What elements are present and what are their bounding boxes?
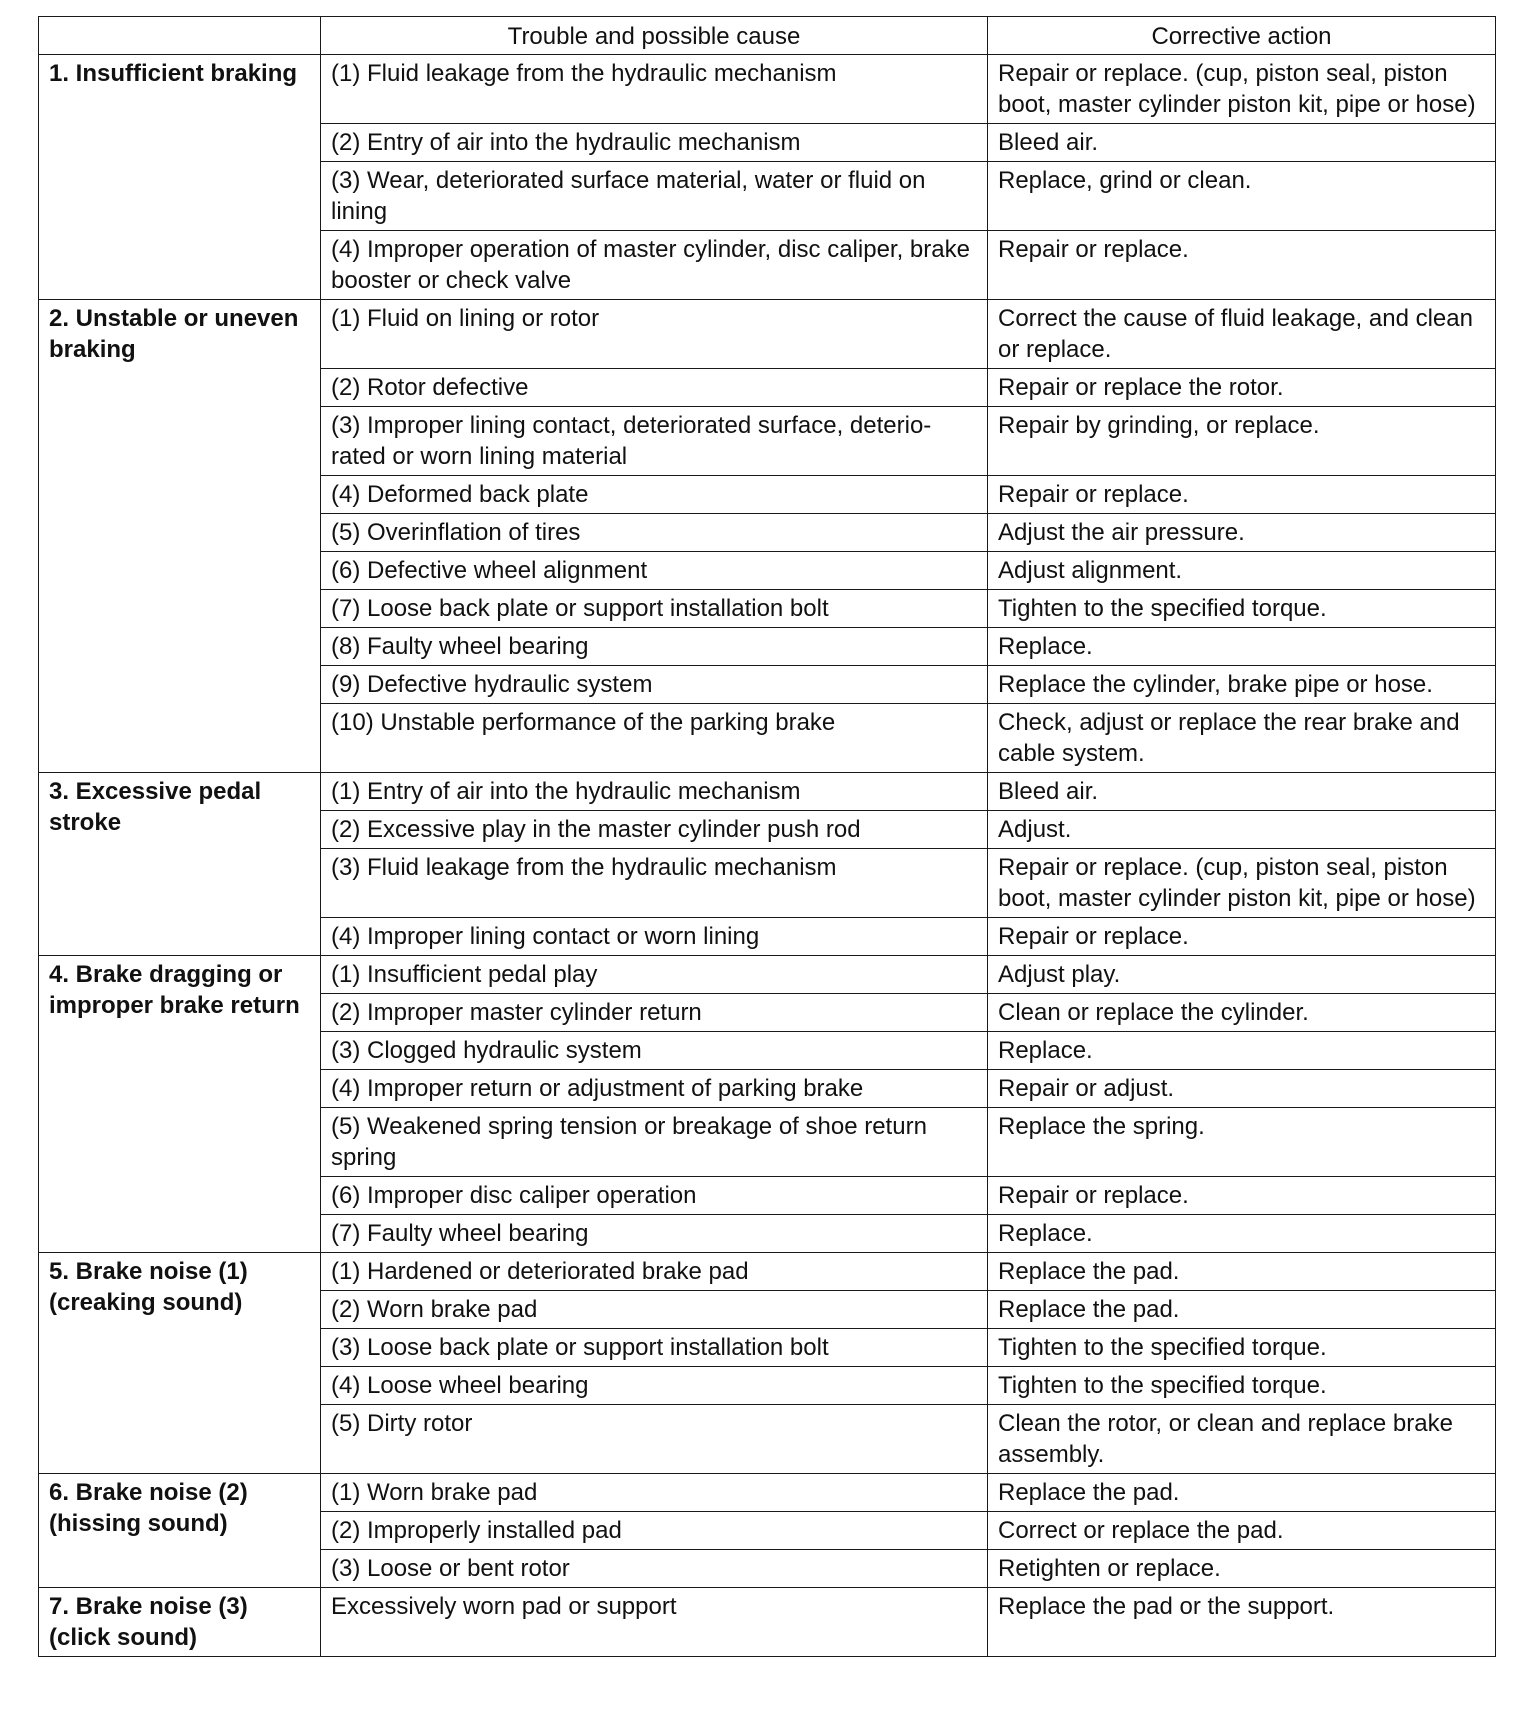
corrective-action-cell: Repair or replace. xyxy=(988,918,1496,956)
corrective-action-cell: Tighten to the specified torque. xyxy=(988,1329,1496,1367)
possible-cause-cell: (2) Rotor defective xyxy=(321,369,988,407)
possible-cause-cell: (5) Dirty rotor xyxy=(321,1405,988,1474)
possible-cause-cell: (1) Hardened or deteriorated brake pad xyxy=(321,1253,988,1291)
corrective-action-cell: Repair or replace. xyxy=(988,231,1496,300)
possible-cause-cell: (6) Improper disc caliper operation xyxy=(321,1177,988,1215)
possible-cause-cell: Excessively worn pad or support xyxy=(321,1588,988,1657)
trouble-category: 1. Insufficient braking xyxy=(39,55,321,300)
corrective-action-cell: Replace the pad or the support. xyxy=(988,1588,1496,1657)
corrective-action-cell: Replace the pad. xyxy=(988,1253,1496,1291)
corrective-action-cell: Repair by grinding, or replace. xyxy=(988,407,1496,476)
corrective-action-cell: Adjust the air pressure. xyxy=(988,514,1496,552)
corrective-action-cell: Repair or replace. xyxy=(988,1177,1496,1215)
header-blank-cell xyxy=(39,17,321,55)
possible-cause-cell: (4) Improper return or adjustment of parking brake xyxy=(321,1070,988,1108)
trouble-category: 2. Unstable or uneven braking xyxy=(39,300,321,773)
corrective-action-cell: Adjust. xyxy=(988,811,1496,849)
troubleshooting-table-container xyxy=(38,16,1496,1657)
possible-cause-cell: (2) Entry of air into the hydraulic mechanism xyxy=(321,124,988,162)
possible-cause-cell: (4) Deformed back plate xyxy=(321,476,988,514)
possible-cause-cell: (8) Faulty wheel bearing xyxy=(321,628,988,666)
table-row xyxy=(39,773,1496,811)
table-row xyxy=(39,300,1496,369)
table-body xyxy=(39,55,1496,1657)
header-row xyxy=(39,17,1496,55)
table-row xyxy=(39,1253,1496,1291)
trouble-category: 4. Brake dragging or improper brake return xyxy=(39,956,321,1253)
possible-cause-cell: (5) Weakened spring tension or breakage of shoe return spring xyxy=(321,1108,988,1177)
corrective-action-cell: Correct the cause of fluid leakage, and clean or replace. xyxy=(988,300,1496,369)
corrective-action-cell: Replace the pad. xyxy=(988,1291,1496,1329)
trouble-category: 6. Brake noise (2) (hissing sound) xyxy=(39,1474,321,1588)
corrective-action-cell: Replace the pad. xyxy=(988,1474,1496,1512)
corrective-action-cell: Repair or adjust. xyxy=(988,1070,1496,1108)
possible-cause-cell: (1) Fluid on lining or rotor xyxy=(321,300,988,369)
possible-cause-cell: (3) Loose back plate or support installation bolt xyxy=(321,1329,988,1367)
corrective-action-cell: Bleed air. xyxy=(988,773,1496,811)
possible-cause-cell: (3) Loose or bent rotor xyxy=(321,1550,988,1588)
possible-cause-cell: (9) Defective hydraulic system xyxy=(321,666,988,704)
possible-cause-cell: (4) Improper lining contact or worn lining xyxy=(321,918,988,956)
possible-cause-cell: (10) Unstable performance of the parking brake xyxy=(321,704,988,773)
corrective-action-cell: Tighten to the specified torque. xyxy=(988,1367,1496,1405)
trouble-category: 7. Brake noise (3) (click sound) xyxy=(39,1588,321,1657)
trouble-category: 5. Brake noise (1) (creaking sound) xyxy=(39,1253,321,1474)
possible-cause-cell: (2) Improperly installed pad xyxy=(321,1512,988,1550)
table-row xyxy=(39,55,1496,124)
corrective-action-cell: Tighten to the specified torque. xyxy=(988,590,1496,628)
table-header xyxy=(39,17,1496,55)
trouble-category: 3. Excessive pedal stroke xyxy=(39,773,321,956)
possible-cause-cell: (5) Overinflation of tires xyxy=(321,514,988,552)
possible-cause-cell: (4) Loose wheel bearing xyxy=(321,1367,988,1405)
corrective-action-cell: Replace. xyxy=(988,628,1496,666)
brake-troubleshooting-table xyxy=(38,16,1496,1657)
corrective-action-cell: Replace, grind or clean. xyxy=(988,162,1496,231)
corrective-action-cell: Check, adjust or replace the rear brake and cable system. xyxy=(988,704,1496,773)
possible-cause-cell: (3) Wear, deteriorated surface material, water or fluid on lining xyxy=(321,162,988,231)
corrective-action-cell: Adjust play. xyxy=(988,956,1496,994)
possible-cause-cell: (1) Entry of air into the hydraulic mechanism xyxy=(321,773,988,811)
possible-cause-cell: (6) Defective wheel alignment xyxy=(321,552,988,590)
possible-cause-cell: (1) Worn brake pad xyxy=(321,1474,988,1512)
corrective-action-cell: Replace the cylinder, brake pipe or hose. xyxy=(988,666,1496,704)
possible-cause-cell: (7) Faulty wheel bearing xyxy=(321,1215,988,1253)
table-row xyxy=(39,956,1496,994)
corrective-action-cell: Replace. xyxy=(988,1032,1496,1070)
corrective-action-cell: Adjust alignment. xyxy=(988,552,1496,590)
corrective-action-cell: Clean or replace the cylinder. xyxy=(988,994,1496,1032)
possible-cause-cell: (4) Improper operation of master cylinder, disc caliper, brake booster or check valve xyxy=(321,231,988,300)
possible-cause-cell: (2) Worn brake pad xyxy=(321,1291,988,1329)
corrective-action-cell: Replace. xyxy=(988,1215,1496,1253)
corrective-action-cell: Repair or replace the rotor. xyxy=(988,369,1496,407)
header-action: Corrective action xyxy=(988,17,1496,55)
corrective-action-cell: Repair or replace. (cup, piston seal, piston boot, master cylinder piston kit, pipe or hose) xyxy=(988,55,1496,124)
corrective-action-cell: Repair or replace. xyxy=(988,476,1496,514)
header-cause: Trouble and possible cause xyxy=(321,17,988,55)
possible-cause-cell: (3) Clogged hydraulic system xyxy=(321,1032,988,1070)
corrective-action-cell: Bleed air. xyxy=(988,124,1496,162)
possible-cause-cell: (2) Excessive play in the master cylinder push rod xyxy=(321,811,988,849)
possible-cause-cell: (3) Improper lining contact, deteriorated surface, deterio-rated or worn lining material xyxy=(321,407,988,476)
possible-cause-cell: (1) Insufficient pedal play xyxy=(321,956,988,994)
possible-cause-cell: (7) Loose back plate or support installation bolt xyxy=(321,590,988,628)
possible-cause-cell: (1) Fluid leakage from the hydraulic mechanism xyxy=(321,55,988,124)
corrective-action-cell: Retighten or replace. xyxy=(988,1550,1496,1588)
corrective-action-cell: Replace the spring. xyxy=(988,1108,1496,1177)
possible-cause-cell: (2) Improper master cylinder return xyxy=(321,994,988,1032)
table-row xyxy=(39,1474,1496,1512)
possible-cause-cell: (3) Fluid leakage from the hydraulic mechanism xyxy=(321,849,988,918)
corrective-action-cell: Clean the rotor, or clean and replace brake assembly. xyxy=(988,1405,1496,1474)
corrective-action-cell: Repair or replace. (cup, piston seal, piston boot, master cylinder piston kit, pipe or hose) xyxy=(988,849,1496,918)
corrective-action-cell: Correct or replace the pad. xyxy=(988,1512,1496,1550)
table-row xyxy=(39,1588,1496,1657)
